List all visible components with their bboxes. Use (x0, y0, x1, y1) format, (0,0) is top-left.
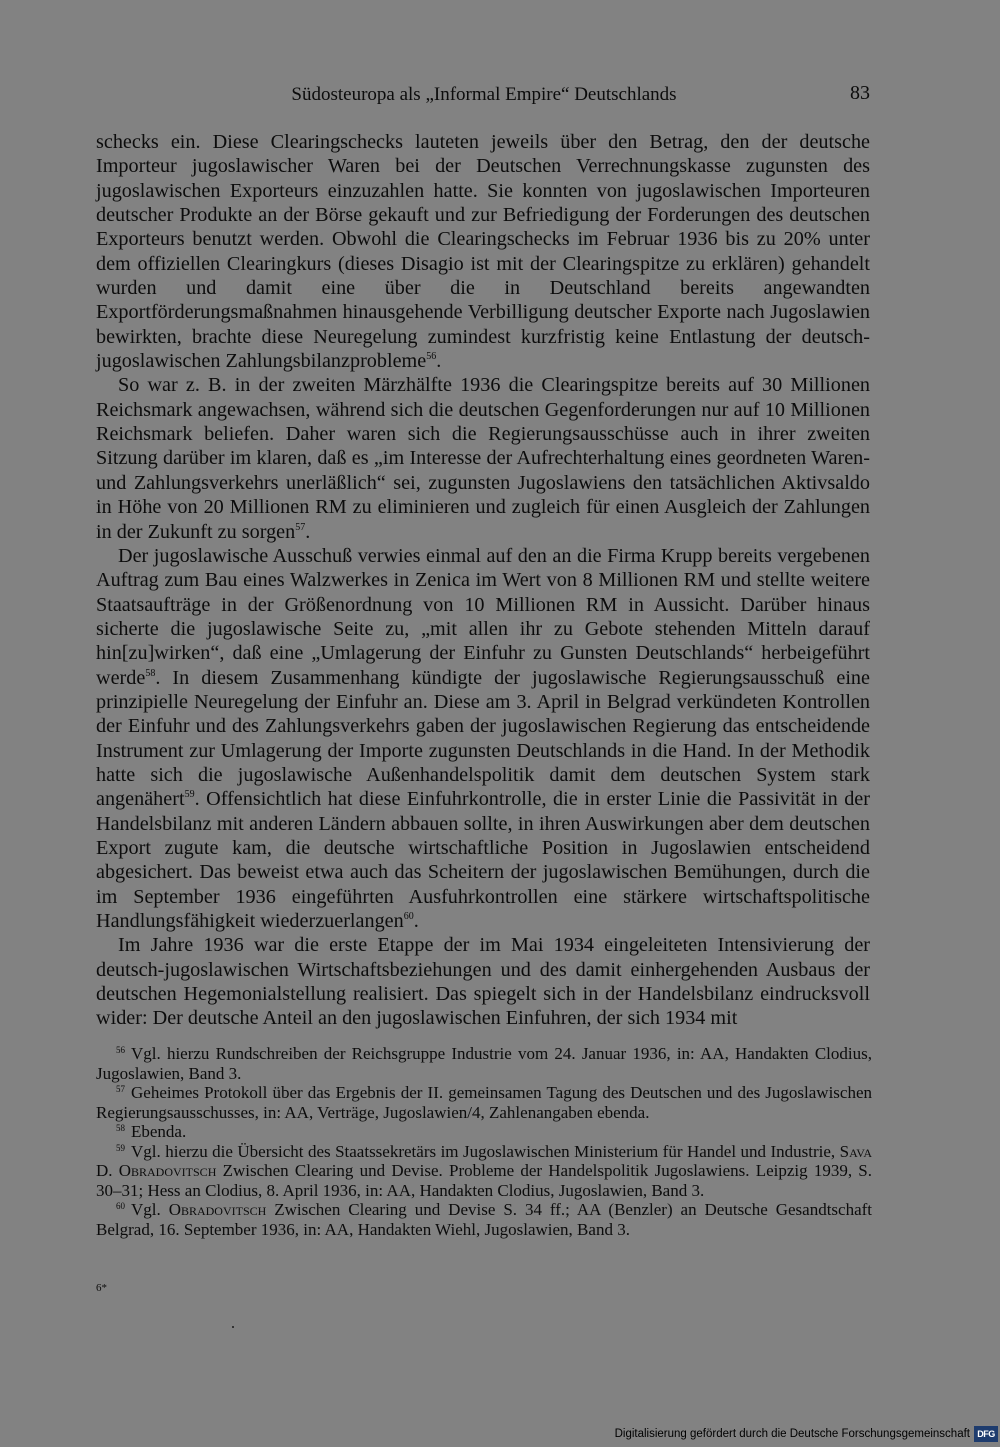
footnote-text: Ebenda. (131, 1122, 187, 1141)
footnote-text: Vgl. (131, 1200, 161, 1219)
paragraph-text: schecks ein. Diese Clearingschecks lauteten jeweils über den Betrag, den der deutsche Importeur jugoslawischer Waren bei der Deutschen Verrechnungskasse zugunsten des jugoslawischen Exporteurs einzuzahlen hatte. Sie konnten von jugoslawischen Importeuren deutscher Produkte an der Börse gekauft und zur Befriedigung der Forderungen des deutschen Exporteurs benutzt werden. Obwohl die Clearingschecks im Februar 1936 bis zu 20% unter dem offiziellen Clearingkurs (dieses Disagio ist mit der Clearingspitze zu erklären) gehandelt wurden und damit eine über die in Deutschland bereits angewandten Exportförderungsmaßnahmen hinausgehende Verbilligung deutscher Exporte nach Jugoslawien bewirkten, brachte diese Neuregelung zumindest kurzfristig keine Entlastung der deutsch-jugoslawischen Zahlungsbilanzprobleme (96, 131, 870, 373)
footnote-author: Obradovitsch (168, 1200, 267, 1219)
footnote-number: 59 (116, 1142, 125, 1153)
paragraph-2 (96, 373, 870, 543)
footnotes (96, 1044, 872, 1239)
paragraph-text: . (305, 520, 311, 543)
paragraph-3 (96, 544, 870, 934)
paragraph-4: Im Jahre 1936 war die erste Etappe der im Mai 1934 eingeleiteten Intensivierung der deutsch-jugoslawischen Wirtschaftsbeziehungen und des damit einhergehenden Ausbaus der deutschen Hegemonialstellung realisiert. Das spiegelt sich in der Handelsbilanz eindrucksvoll wider: Der deutsche Anteil an den jugoslawischen Einfuhren, der sich 1934 mit (96, 934, 870, 1030)
paragraph-text: . (436, 350, 442, 373)
footnote-number: 58 (116, 1123, 125, 1133)
footnote-57 (96, 1083, 872, 1122)
scan-speck (232, 1326, 234, 1328)
footnote-number: 56 (116, 1045, 125, 1055)
paragraph-text: . Offensichtlich hat diese Einfuhrkontrolle, die in erster Linie die Passivität in der Handelsbilanz mit anderen Ländern abbauen sollte, in ihren Auswirkungen aber dem deutschen Export zugute kam, die deutsche wirtschaftliche Position in Jugoslawien entscheidend abgesichert. Das beweist etwa auch das Scheitern der jugoslawischen Bemühungen, durch die im September 1936 eingeführten Ausfuhrkontrollen eine stärkere wirtschaftspolitische Handlungsfähigkeit wiederzuerlangen (96, 788, 870, 932)
footnote-ref-60[interactable]: 60 (403, 911, 414, 922)
paragraph-text: So war z. B. in der zweiten Märzhälfte 1936 die Clearingspitze bereits auf 30 Millionen Reichsmark angewachsen, während sich die deutschen Gegenforderungen nur auf 10 Millionen Reichsmark beliefen. Daher waren sich die Regierungsausschüsse auch in ihrer zweiten Sitzung darüber im klaren, daß es „im Interesse der Aufrechterhaltung eines geordneten Waren- und Zahlungsverkehrs unerläßlich“ sei, zugunsten Jugoslawiens den tatsächlichen Aktivsaldo in Höhe von 20 Millionen RM zu eliminieren und zugleich für einen Ausgleich der Zahlungen in der Zukunft zu sorgen (96, 374, 870, 543)
paragraph-text: . (413, 910, 419, 932)
footnote-ref-57[interactable]: 57 (295, 521, 306, 533)
footnote-text: Geheimes Protokoll über das Ergebnis der II. gemeinsamen Tagung des Deutschen und des Jugoslawischen Regierungsausschusses, in: AA, Verträge, Jugoslawien/4, Zahlenangaben ebenda. (96, 1083, 872, 1122)
footnote-text: Zwischen Clearing und Devise. Probleme der Handelspolitik Jugoslawiens. Leipzig 1939, S. 30–31; Hess an Clodius, 8. April 1936, in: AA, Handakten Clodius, Jugoslawien, Band 3. (96, 1161, 872, 1200)
paragraph-text: Der jugoslawische Ausschuß verwies einmal auf den an die Firma Krupp bereits vergebenen Auftrag zum Bau eines Walzwerkes in Zenica im Wert von 8 Millionen RM und stellte weitere Staatsaufträge in der Größenordnung von 10 Millionen RM in Aussicht. Darüber hinaus sicherte die jugoslawische Seite zu, „mit allen ihr zu Gebote stehenden Mitteln darauf hin[zu]wirken“, daß eine „Umlagerung der Einfuhr zu Gunsten Deutschlands“ herbeigeführt werde (96, 544, 870, 689)
footnote-58 (96, 1122, 872, 1142)
running-head (96, 84, 872, 112)
footnote-number: 57 (116, 1084, 125, 1094)
footnote-text: Vgl. hierzu die Übersicht des Staatssekretärs im Jugoslawischen Ministerium für Handel und Industrie, (131, 1141, 836, 1161)
dfg-logo-icon: DFG (974, 1426, 998, 1442)
footnote-ref-59[interactable]: 59 (184, 789, 195, 801)
footnote-56 (96, 1044, 872, 1083)
funding-credit: Digitalisierung gefördert durch die Deutsche Forschungsgemeinschaft (614, 1428, 970, 1440)
footnote-number: 60 (116, 1201, 125, 1211)
footnote-ref-56[interactable]: 56 (426, 351, 437, 363)
footnote-author: Sava D. Obradovitsch (96, 1141, 872, 1180)
footnote-59 (96, 1142, 872, 1201)
main-text (96, 130, 870, 1031)
paragraph-text: . In diesem Zusammenhang kündigte der jugoslawische Regierungsausschuß eine prinzipielle Neuregelung der Einfuhr an. Diese am 3. April in Belgrad verkündeten Kontrollen der Einfuhr und des Zahlungsverkehrs gaben der jugoslawischen Regierung das entscheidende Instrument zur Umlagerung der Importe zugunsten Deutschlands in die Hand. In der Methodik hatte sich die jugoslawische Außenhandelspolitik damit dem deutschen System stark angenähert (96, 666, 870, 811)
footnote-text: Vgl. hierzu Rundschreiben der Reichsgruppe Industrie vom 24. Januar 1936, in: AA, Handakten Clodius, Jugoslawien, Band 3. (96, 1044, 872, 1083)
page-number: 83 (850, 82, 870, 104)
footnote-text: Zwischen Clearing und Devise S. 34 ff.; AA (Benzler) an Deutsche Gesandtschaft Belgrad, 16. September 1936, in: AA, Handakten Wiehl, Jugoslawien, Band 3. (96, 1200, 873, 1239)
footnote-60 (96, 1200, 872, 1239)
footer-bar (0, 1417, 1000, 1447)
signature-mark: 6* (96, 1282, 107, 1294)
paragraph-1 (96, 130, 870, 373)
running-title: Südosteuropa als „Informal Empire“ Deutschlands (291, 84, 677, 105)
footnote-ref-58[interactable]: 58 (145, 667, 156, 679)
